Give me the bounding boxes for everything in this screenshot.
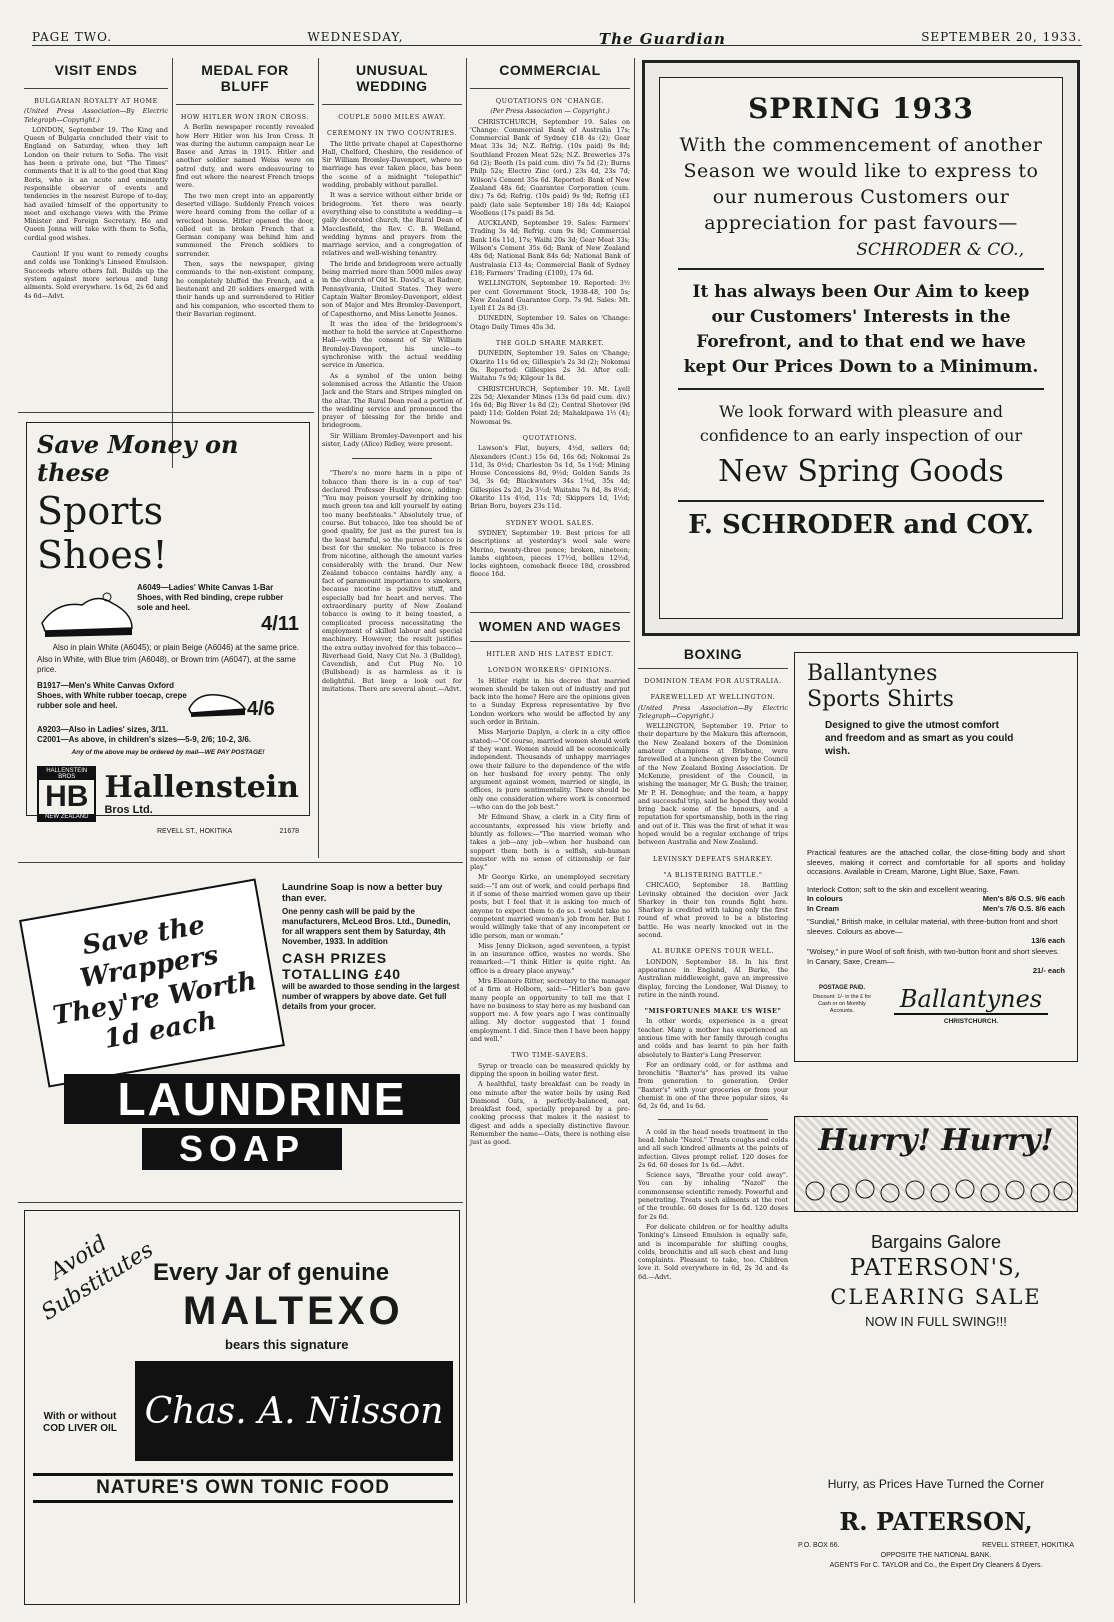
advert-paragraph: For delicate children or for healthy adults Tonking's Linseed Emulsion is equally safe, and is incomparable for shifting coughs, colds, bronchitis and all such chest and lung complaints. Pleasant to take, too. Children love it. Sold everywhere in 6d, 2s 3d and 4s 6d.—Advt.: [638, 1222, 788, 1281]
advert-paragraph: A cold in the head needs treatment in the head. Inhale "Nazol." Treats coughs and colds and all such kindred ailments at the points of infection. Gives prompt relief. 120 doses for 2s 6d. 60 doses for 1s 6d.—Advt.: [638, 1127, 788, 1169]
subheadline: TWO TIME-SAVERS.: [511, 1051, 589, 1060]
brand-name: Hallenstein: [104, 770, 299, 805]
sundial: "Sundial," British make, in cellular material, with three-button front and short sleeves. Colours as above—: [807, 917, 1058, 936]
paragraph: AUCKLAND, September 19. Sales: Farmers' Trading 3s 4d; Refrig. cum 9s 8d; Commercial Bank 16s 11d, 17s; Waihi 20s 3d; Gear Meat 33s; Wilson's Cement 35s 6d; Bank of New Zealand 48s 6d; National Bank 84s 6d; National Bank of Australasia £13 4s; Commercial Bank of Sydney £18; Farmers' Trading (£100), 17s 6d.: [470, 219, 630, 277]
cash-prizes: CASH PRIZES: [282, 950, 388, 966]
masthead: [32, 30, 1082, 46]
advert-sports-shoes: [26, 422, 310, 835]
clearing-sale: CLEARING SALE: [830, 1285, 1042, 1309]
totalling: TOTALLING £40: [282, 966, 402, 982]
subheadline: FAREWELLED AT WELLINGTON.: [650, 693, 776, 702]
opposite: OPPOSITE THE NATIONAL BANK.: [880, 1552, 992, 1559]
wolsey: "Wolsey," in pure Wool of soft finish, with two-button front and short sleeves. In Canary, Saxe, Cream—: [807, 947, 1060, 966]
bargains: Bargains Galore: [870, 1232, 1002, 1252]
brand-sub: Bros Ltd.: [104, 804, 153, 816]
wrapper-script: Save the Wrappers They're Worth 1d each: [19, 878, 285, 1087]
item-text: A6049—Ladies' White Canvas 1-Bar Shoes, with Red binding, crepe rubber sole and heel.: [137, 583, 284, 612]
new-spring-goods: New Spring Goods: [718, 454, 1004, 489]
subheadline: SYDNEY WOOL SALES.: [505, 518, 595, 527]
mens-shoe-illustration: [187, 681, 247, 721]
subheadline: HITLER AND HIS LATEST EDICT.: [486, 650, 614, 658]
city: CHRISTCHURCH.: [943, 1018, 999, 1025]
subheadline: LONDON WORKERS' OPINIONS.: [487, 666, 613, 675]
ad-text: One penny cash will be paid by the manufacturers, McLeod Bros. Ltd., Dunedin, for all wrappers sent them by Saturday, 4th November, 1933. In addition: [282, 907, 451, 946]
subheadline: THE GOLD SHARE MARKET.: [495, 339, 605, 348]
interlock: Interlock Cotton; soft to the skin and excellent wearing.: [807, 884, 989, 894]
paragraph: Mr George Kirke, an unemployed secretary said:—"I am out of work, and could perhaps find it if some of these married women gave up their posts, but I feel that it is asking too much of anyone to expect them to do so. I would take no competent married woman's job from her. But I would willingly take that of any incompetent or idle person, man or woman.": [470, 873, 630, 940]
subheadline: QUOTATIONS ON 'CHANGE.: [495, 97, 605, 105]
crowd-illustration: [795, 1171, 1079, 1211]
masthead-date: SEPTEMBER 20, 1933.: [921, 30, 1082, 44]
features: Practical features are the attached collar, the close-fitting body and short sleeves, making it correct and comfortable for all sports and holiday occasions. Available in Cream, Marone, Light Blue, Saxe, Fawn.: [807, 848, 1065, 876]
ad-title: SPRING 1933: [748, 92, 974, 125]
headline: WOMEN AND WAGES: [478, 619, 622, 634]
signature-panel: Chas. A. Nilsson: [135, 1361, 453, 1461]
natures-tonic-footer: NATURE'S OWN TONIC FOOD: [33, 1473, 453, 1503]
street: REVELL STREET, HOKITIKA: [982, 1542, 1074, 1549]
subheadline: QUOTATIONS.: [522, 433, 578, 442]
paragraph: Is Hitler right in his decree that married women should be taken out of industry and put back into the home? Here are the opinions given to a Sunday Express representative by five London workers who would be affected by any such order in Britain.: [470, 676, 630, 727]
ad-lead: Designed to give the utmost comfort and freedom and as smart as you could wish.: [825, 720, 1014, 757]
price-values: Men's 7/6 O.S. 8/6 each: [982, 903, 1065, 913]
hurry-line: Hurry, as Prices Have Turned the Corner: [827, 1477, 1045, 1491]
subheadline: "MISFORTUNES MAKE US WISE": [644, 1007, 782, 1016]
article-commercial: [470, 62, 630, 607]
price-values: Men's 8/6 O.S. 9/6 each: [982, 894, 1065, 903]
subheadline: DOMINION TEAM FOR AUSTRALIA.: [644, 677, 782, 685]
ad-title: Save Money on these: [37, 430, 239, 487]
price: 4/11: [261, 613, 299, 635]
headline: VISIT ENDS: [54, 62, 138, 78]
soap-banner: SOAP: [142, 1128, 342, 1170]
discount: Discount: 1/- in the £ for Cash or on Monthly Accounts.: [812, 994, 872, 1014]
masthead-day: WEDNESDAY,: [307, 30, 404, 44]
paragraph: A healthful, tasty breakfast can be ready in one minute after the water boils by using Red Diamond Oats, a perfectly-balanced, oat, breakfast food, specially prepared by a pre-cooking process that makes it the easiest to digest and adds a specially distinctive flavour. Remember the name—Oats, there is nothing else just as good.: [470, 1080, 630, 1147]
paragraph: CHRISTCHURCH, September 19. Mt. Lyell 22s 5d; Alexander Mines (13s 6d paid cum. div.) 16s 6d; Big River 1s 8d (2); Central Shotover (9d paid) 11d; Golden Point 2d; Mahakipawa 1½ (4); Nowomai 9s.: [470, 384, 630, 426]
agents: AGENTS For C. TAYLOR and Co., the Expert Dry Cleaners & Dyers.: [829, 1562, 1043, 1569]
paragraph: DUNEDIN, September 19. Sales on 'Change: Otago Daily Times 45s 3d.: [470, 314, 630, 331]
ad-text: With the commencement of another Season we would like to express to our numerous Customers our appreciation for past favours—: [679, 134, 1043, 234]
paterson-footer: [794, 1476, 1078, 1569]
paragraph: Miss Marjorie Daplyn, a clerk in a city office stated:—"Of course, married women should work if they want. Women should all be economically independent. Thousands of unhappy marriages owe their failure to the dependence of the wife on her husband for every penny. The only argument against women, married or single, in offices, is pure sentimentality. There should be only one consideration where work is concerned—who can do the job best.": [470, 728, 630, 812]
subheadline: LEVINSKY DEFEATS SHARKEY.: [653, 854, 773, 863]
article-unusual-wedding: [322, 62, 462, 852]
advert-paragraph: Caution! If you want to remedy coughs and colds use Tonking's Linseed Emulsion. Succeeds where others fail. Builds up the system against more serious and lung ailments. Sold everywhere. 1s 6d, 2s 6d and 4s 6d—Advt.: [24, 250, 168, 300]
paragraph: The bride and bridegroom were actually being married more than 5000 miles away in the church of Old St. David's, at Radnor, Pennsylvania, United States. They were Captain Walter Bromley-Davenport, eldest son of Major and Mrs Bromley-Davenport, of Capesthorne, and Miss Lenette Jeanes.: [322, 259, 462, 318]
item-text: B1917—Men's White Canvas Oxford Shoes, with White rubber toecap, crepe rubber sole and heel.: [37, 681, 187, 710]
article-visit-ends: [24, 62, 168, 407]
price-label: In colours: [807, 894, 843, 903]
ad-title: Sports Shoes!: [37, 489, 168, 577]
subheadline: CEREMONY IN TWO COUNTRIES.: [326, 129, 458, 138]
po-box: P.O. BOX 66.: [798, 1542, 840, 1549]
credit: (Per Press Association — Copyright.): [490, 107, 610, 116]
paragraph: The two men crept into an apparently deserted village. Suddenly French voices were heard coming from the cellar of a wrecked house. Hitler opened the door, called out in broken French that a German company was behind him and summoned the French soldiers to surrender.: [176, 191, 314, 258]
subheadline: HOW HITLER WON IRON CROSS.: [180, 113, 310, 121]
paragraph: WELLINGTON, September 19. Prior to their departure by the Makura this afternoon, the New Zealand boxers of the Dominion amateur champions at Brisbane, were farewelled at a luncheon given by the Council of the New Zealand Boxing Association. Dr McKenzie, president of the Council, in wishing the manager, Mr G. Bush; the trainer, Mr P. H. Donoghue; and the team, a happy and successful trip, said he hoped they would bring back some of the honours, and a reputation for sportsmanship, both in the ring and out of it. This was the first of what it was hoped would be a regular exchange of trips between Australia and New Zealand.: [638, 722, 788, 847]
item-text: Also in plain White (A6045); or plain Beige (A6046) at the same price.: [52, 643, 299, 652]
avoid-substitutes: Avoid Substitutes: [37, 1230, 158, 1326]
paragraph: LONDON, September 18. In his first appearance in England, Al Burke, the Australian middleweight, gave an impressive display, forcing the Londoner, Wal Disney, to retire in the ninth round.: [638, 957, 788, 999]
ad-title: Sports Shirts: [807, 687, 954, 712]
brand-name: Ballantynes: [807, 661, 938, 686]
paragraph: DUNEDIN, September 19. Sales on 'Change; Okarito 11s 6d ex; Gillespie's 2s 3d (2); Nokomai 9s. Reported: Gillespies 2s 3d. After call: Waitahu 7s 9d; Kilgour 1s 8d.: [470, 349, 630, 383]
paragraph: Lawson's Flat, buyers, 4½d, sellers 6d; Alexanders (Cont.) 15s 6d, 16s 6d; Nokomai 2s 11d, 3s 0½d; Charleston 5s 1d, 5s 1½d; Mining House Concessions 8d, 9½d; Golden Sands 3s 3d, 3s 6d; Blackwaters 34s 1½d, 35s 4d; Gillespies 2s 2d, 2s 3½d; Waitahu 7s 8d, 8s 8½d; Okarito 11s 4½d, 11s 7d; Skippers 1d, 1½d; Brian Boru, buyers 23s 11d.: [470, 444, 630, 511]
paragraph: SYDNEY, September 19. Best prices for all descriptions at yesterday's wool sale were Merino, twenty-three pence; broken, nineteen; lambs eighteen, pieces 17½d, bellies 12½d, locks eighteen, comeback fleece 18d, crossbred fleece 16d.: [470, 528, 630, 579]
item-text: A9203—Also in Ladies' sizes, 3/11.: [37, 725, 169, 734]
article-boxing: [638, 646, 788, 1602]
paragraph: Mr Edmund Shaw, a clerk in a City firm of accountants, expressed his view briefly and bluntly as follows:—"The married woman who takes a job—any job—when her husband can support them both is a selfish, sub-human monster with no sense of citizenship or fair play.": [470, 813, 630, 872]
headline: BOXING: [683, 646, 743, 662]
paragraph: Miss Jenny Dickson, aged seventeen, a typist in an insurance office, wastes no words. She remarked:—"I think Hitler is quite right. An office is a dreary place anyway.": [470, 941, 630, 975]
subheadline: BULGARIAN ROYALTY AT HOME: [34, 97, 158, 105]
laundrine-banner: LAUNDRINE: [64, 1074, 460, 1124]
address: REVELL ST., HOKITIKA: [157, 828, 233, 835]
paragraph: It was the idea of the bridegroom's mother to hold the service at Capesthorne Hall—with the consent of Sir William Bromley-Davenport, his uncle—to synchronise with the actual wedding service in America.: [322, 319, 462, 370]
paragraph: Mrs Eleanore Ritter, secretary to the manager of a firm at Holborn, said:—"Hitler's ban gave many people an opportunity to tell me that I have no business to stay here as my husband can support me. A few years ago I was continually ailing. My doctor suggested that I found employment. I did. Since then I have been happy and well.": [470, 976, 630, 1044]
maltexo-brand: MALTEXO: [183, 1289, 404, 1333]
advert-ballantynes-shirts: [794, 652, 1078, 1062]
credit: (United Press Association—By Electric Telegraph—Copyright.): [24, 107, 168, 124]
advert-paragraph: Science says, "Breathe your cold away". You can by inhaling "Nazol" the commonsense scientific remedy. Powerful and penetrating. Treats such ailments at the root of the trouble. 60 doses for 1s 6d. 120 doses for 2s 6d.: [638, 1171, 788, 1221]
ad-text: It has always been Our Aim to keep our Customers' Interests in the Forefront, and to that end we have kept Our Prices Down to a Minimum.: [683, 282, 1039, 377]
subheadline: "A BLISTERING BATTLE.": [663, 870, 763, 879]
ad-line: bears this signature: [225, 1337, 349, 1352]
paragraph: A Berlin newspaper recently revealed how Herr Hitler won his Iron Cross. It was during the autumn campaign near Le Basee and Arras in 1915. Hitler and another soldier named Weiss were on patrol duty, and were endeavouring to find out where the nearest French troops were.: [176, 123, 314, 190]
headline: UNUSUAL WEDDING: [356, 62, 428, 94]
page-number: PAGE TWO.: [32, 30, 113, 44]
paragraph: CHRISTCHURCH, September 19. Sales on 'Change: Commercial Bank of Australia 17s; Commercial Bank of Sydney £18 4s (2); Gear Meat 33s 3d; N.Z. Refrig. (10s paid) 9s 8d; Southland Frozen Meat 52s; N.Z. Breweries 37s 6d (2); Booth (1s paid cum. div) 7s 5d (2); Burns Philp 52s; Electro Zinc (ord.) 23s 4d, 23s 7d; Wilson's Cement 35s 6d. Reported: Bank of New Zealand 48s 6d; Guarantee Corporation (cum. div.) 7s 6d; Refrig. (10s paid) 9s 9d; Refrig (£1 paid) (late sale September 18) 18s 4d; Kaiapoi Woollens (17s paid) 8s 5d.: [470, 117, 630, 217]
store-name: PATERSON'S,: [849, 1255, 1023, 1281]
subheadline: COUPLE 5000 MILES AWAY.: [338, 113, 446, 121]
paragraph: CHICAGO, September 18. Battling Levinsky obtained the decision over Jack Sharkey in their ten rounds fight here. Sharkey is credited with taking only the first round of what proved to be a blistering battle. He was nearly knocked out in the second.: [638, 881, 788, 940]
cod-liver-oil: With or without COD LIVER OIL: [43, 1411, 117, 1434]
mail-order-note: Any of the above may be ordered by mail—WE PAY POSTAGE!: [71, 749, 265, 756]
price: 13/6 each: [1031, 936, 1065, 945]
advert-spring-1933: [642, 60, 1080, 636]
paper-name: The Guardian: [598, 30, 726, 48]
paragraph: As a symbol of the union being solemnised across the Atlantic the Union Jack and the Stars and Stripes mingled on the altar. The Rural Dean read a portion of the wedding service and pronounced the prayer of blessing for the bride and bridegroom.: [322, 371, 462, 430]
headline: MEDAL FOR BLUFF: [201, 62, 289, 94]
paragraph: For an ordinary cold, or for asthma and bronchitis "Baxter's" has proved its value from generation to generation. Order "Baxter's" with your groceries or from your chemist in one of the three popular sizes, 4s 6d, 2s 6d, and 1s 6d.: [638, 1060, 788, 1111]
price: 21/- each: [1032, 966, 1065, 975]
item-text: C2001—As above, in children's sizes—5-9, 2/6; 10-2, 3/6.: [37, 735, 251, 744]
advert-paterson-sale: [794, 1116, 1078, 1474]
ad-code: 21678: [279, 828, 299, 835]
paragraph: Syrup or treacle can be measured quickly by dipping the spoon in boiling water first.: [470, 1061, 630, 1078]
full-swing: NOW IN FULL SWING!!!: [865, 1314, 1007, 1329]
item-text: Also in White, with Blue trim (A6048), or Brown trim (A6047), at the same price.: [37, 655, 296, 674]
paragraph: In other words, experience is a great teacher. Many a mother has experienced an anxious time with her family through coughs and colds and has learnt to pin her faith absolutely to Baxter's Lung Preserver.: [638, 1017, 788, 1059]
paragraph: Then, says the newspaper, giving commands to the non-existent company, he completely bluffed the French, and a lieutenant and 20 soldiers emerged with their hands up and surrendered to Hitler and his companion, who escorted them to their Bavarian regiment.: [176, 260, 314, 318]
credit: (United Press Association—By Electric Telegraph—Copyright.): [638, 703, 788, 720]
paragraph: It was a service without either bride or bridegroom. Yet there was nearly everything else to constitute a wedding—a gaily decorated church, the Rural Dean of Macclesfield, the Rev. C. B. Welland, wedding hymns and prayers from the marriage service, and a congregation of relatives and well-wishing tenantry.: [322, 191, 462, 258]
ad-text: Laundrine Soap is now a better buy than ever.: [282, 882, 443, 904]
ad-text: will be awarded to those sending in the largest number of wrappers by above date. Get full details from your grocer.: [282, 982, 460, 1011]
price-label: In Cream: [807, 903, 840, 913]
advert-paragraph: "There's no more harm in a pipe of tobacco than there is in a cup of tea" declared Professor Huxley once, adding: "You may poison yourself by drinking too much green tea and kill yourself by eating too many beefsteaks." Absolutely true, of course. But tobacco, like tea should be of good quality, for just as the purest tea is the least harmful, so the purest tobacco is best for the smoker. No tobacco is free from nicotine, although the amount varies considerably with the brand. Our New Zealand tobacco contains hardly any, a fact of paramount importance to smokers, because nicotine is positive stuff, and especially bad for heart and nerves. The extraordinary purity of New Zealand tobacco is owing to it being toasted, a complicated process necessitating the employment of skilled labour and special machinery. However, the result justifies the extra outlay involved for this tobacco—Riverhead Gold, Navy Cut No. 3 (Bulldog), Cavendish, and Cut Plug No. 10 (Bullshead) is as harmless as it is delightful. But keep a look out for imitations. There are several about.—Advt.: [322, 469, 462, 693]
hurry-banner: Hurry! Hurry!: [794, 1116, 1078, 1212]
ladies-shoe-illustration: [37, 583, 137, 643]
hb-logo: HALLENSTEIN BROS HB NEW ZEALAND: [37, 766, 96, 822]
ad-text: We look forward with pleasure and confidence to an early inspection of our: [699, 402, 1023, 445]
headline: COMMERCIAL: [499, 62, 601, 78]
paragraph: LONDON, September 19. The King and Queen of Bulgaria concluded their visit to England on Saturday, when they left London on their return to Sofia. The visit has been a private one, but "The Times" comments that it is all to the good that King Boris, who is an acute and eminently responsible observer of events and tendencies in the nearest Europe of to-day, had availed himself of the opportunity to meet and exchange views with the Prime Minister and Foreign Secretary. He and Queen Jonna will take with them to Sofia, cordial good wishes.: [24, 125, 168, 242]
owner-name: R. PATERSON,: [839, 1507, 1033, 1536]
article-women-and-wages: [470, 612, 630, 1602]
paragraph: The little private chapel at Capesthorne Hall, Chelford, Cheshire, the residence of Sir William Bromley-Davenport, where no marriage has ever taken place, has been the scene of a midnight "telepathic" wedding, probably without parallel.: [322, 139, 462, 190]
firm-name: F. SCHRODER and COY.: [688, 510, 1034, 540]
advert-maltexo: [24, 1210, 460, 1605]
paragraph: Sir William Bromley-Davenport and his sister, Lady (Alice) Ridley, were present.: [322, 431, 462, 448]
advert-laundrine-soap: [24, 878, 460, 1178]
paragraph: WELLINGTON, September 19. Reported: 3½ per cent Government Stock, 1938-48, 100 5s; New Zealand Guarantee Corp. 7s 9d. Sales: Mt. Lyell £1 2s 8d (3).: [470, 279, 630, 313]
subheadline: AL BURKE OPENS TOUR WELL.: [652, 947, 774, 956]
postage-paid: POSTAGE PAID.: [818, 985, 866, 991]
article-medal-for-bluff: [176, 62, 314, 407]
ad-line: Every Jar of genuine: [153, 1259, 390, 1286]
signature: Ballantynes: [894, 985, 1048, 1015]
price: 4/6: [247, 698, 275, 720]
firm-name: SCHRODER & CO.,: [856, 240, 1024, 260]
